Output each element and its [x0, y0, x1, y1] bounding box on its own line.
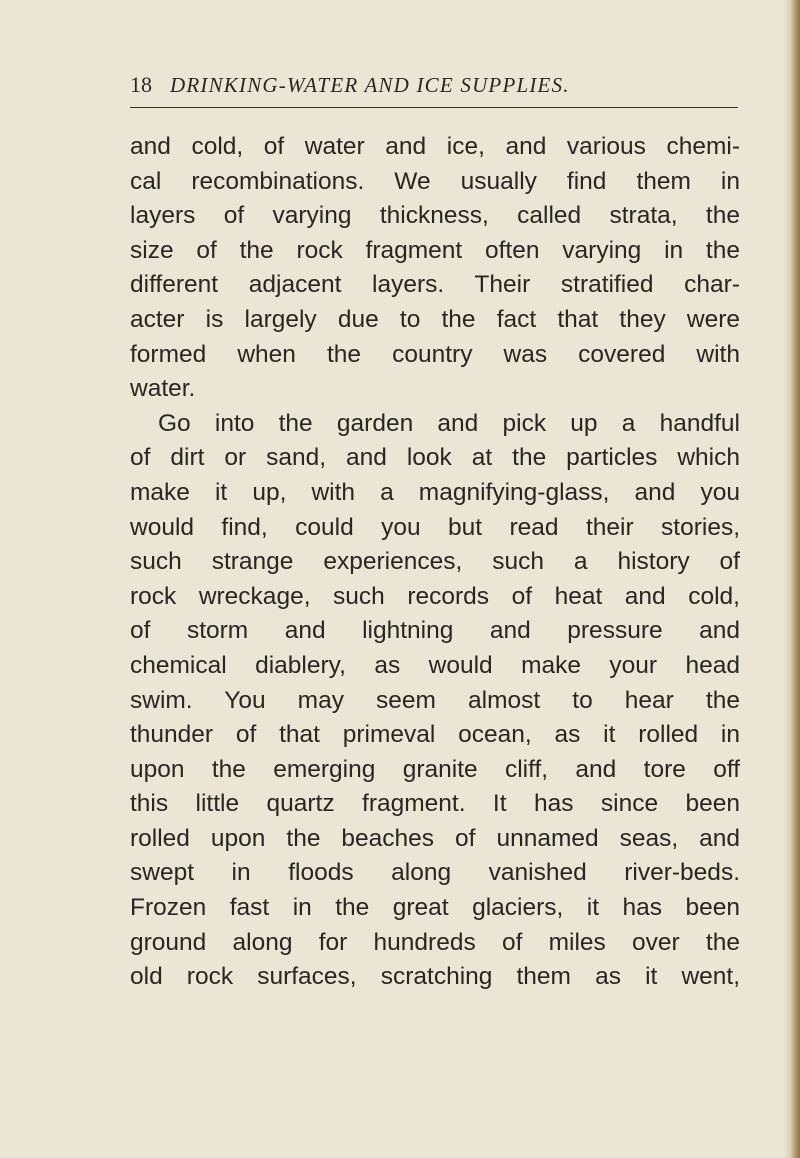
- page-number: 18: [130, 72, 152, 97]
- text-line: formed when the country was covered with: [130, 340, 740, 368]
- paragraph-1: [130, 130, 740, 407]
- page-edge-shadow: [784, 0, 800, 1158]
- page-header: [130, 70, 740, 106]
- text-line: old rock surfaces, scratching them as it went,: [130, 963, 740, 991]
- running-head: DRINKING-WATER AND ICE SUPPLIES.: [170, 73, 570, 97]
- text-line: make it up, with a magnifying-glass, and you: [130, 478, 740, 506]
- text-line: this little quartz fragment. It has since been: [130, 790, 740, 818]
- body-text: [130, 130, 740, 995]
- text-line: rock wreckage, such records of heat and cold,: [130, 582, 740, 610]
- text-line: and cold, of water and ice, and various chemi-: [130, 133, 740, 160]
- text-line: cal recombinations. We usually find them in: [130, 167, 740, 195]
- text-line: Go into the garden and pick up a handful: [158, 409, 740, 437]
- text-line: of dirt or sand, and look at the particles which: [130, 444, 740, 472]
- text-line: layers of varying thickness, called strata, the: [130, 202, 740, 230]
- text-line: size of the rock fragment often varying in the: [130, 236, 740, 264]
- text-line: would find, could you but read their stories,: [130, 513, 740, 541]
- text-line: water.: [130, 375, 196, 403]
- paragraph-2: [130, 407, 740, 995]
- text-line: chemical diablery, as would make your head: [130, 651, 740, 679]
- text-line: rolled upon the beaches of unnamed seas, and: [130, 824, 740, 852]
- text-line: of storm and lightning and pressure and: [130, 617, 740, 645]
- text-line: upon the emerging granite cliff, and tore off: [130, 755, 740, 783]
- text-line: acter is largely due to the fact that they were: [130, 305, 740, 333]
- text-line: Frozen fast in the great glaciers, it has been: [130, 894, 740, 922]
- text-line: different adjacent layers. Their stratified char-: [130, 271, 740, 299]
- text-line: ground along for hundreds of miles over the: [130, 928, 740, 956]
- text-line: such strange experiences, such a history of: [130, 548, 740, 576]
- text-line: thunder of that primeval ocean, as it rolled in: [130, 721, 740, 749]
- header-rule: [130, 107, 738, 108]
- text-line: swim. You may seem almost to hear the: [130, 686, 740, 714]
- text-line: swept in floods along vanished river-beds.: [130, 859, 740, 887]
